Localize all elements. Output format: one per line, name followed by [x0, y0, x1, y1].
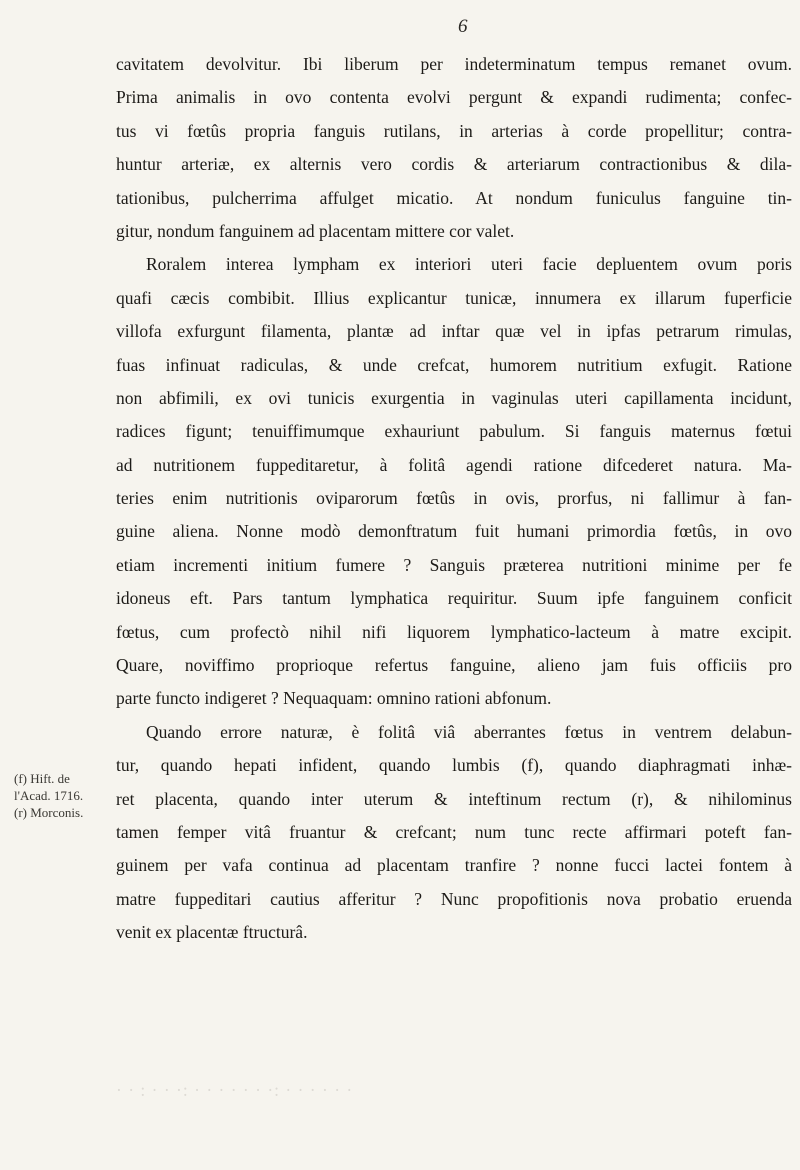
text-line: venit ex placentæ ftructurâ.: [116, 922, 308, 943]
text-line: ret placenta, quando inter uterum & inteftinum rectum (r), & nihilominus: [116, 788, 792, 809]
text-line: Quando errore naturæ, è folitâ viâ aberrantes fœtus in ventrem delabun-: [146, 721, 792, 742]
text-line: parte functo indigeret ? Nequaquam: omnino rationi abfonum.: [116, 688, 552, 709]
text-line: guinem per vafa continua ad placentam tranfire ? nonne fucci lactei fontem à: [116, 855, 792, 876]
text-line: tationibus, pulcherrima affulget micatio. At nondum funiculus fanguine tin-: [116, 187, 792, 208]
text-line: Roralem interea lympham ex interiori uteri facie depluentem ovum poris: [146, 254, 792, 275]
text-line: tus vi fœtûs propria fanguis rutilans, in arterias à corde propellitur; contra-: [116, 120, 792, 141]
text-line: fuas infinuat radiculas, & unde crefcat, humorem nutritium exfugit. Ratione: [116, 354, 792, 375]
bleed-through-text: · · : · · ·: · · · · · · ·: · · · · · ·: [116, 1080, 354, 1100]
margin-note: (f) Hift. de: [14, 771, 70, 786]
page-number: 6: [458, 16, 468, 37]
text-line: cavitatem devolvitur. Ibi liberum per indeterminatum tempus remanet ovum.: [116, 54, 792, 74]
text-line: tur, quando hepati infident, quando lumbis (f), quando diaphragmati inhæ-: [116, 755, 792, 776]
text-line: ad nutritionem fuppeditaretur, à folitâ agendi ratione difcederet natura. Ma-: [116, 454, 792, 475]
text-line: matre fuppeditari cautius afferitur ? Nunc propofitionis nova probatio eruenda: [116, 888, 792, 909]
margin-note: l'Acad. 1716.: [14, 788, 84, 803]
text-line: etiam incrementi initium fumere ? Sanguis præterea nutritioni minime per fe: [116, 554, 792, 575]
text-line: villofa exfurgunt filamenta, plantæ ad inftar quæ vel in ipfas petrarum rimulas,: [116, 321, 792, 342]
text-line: quafi cæcis combibit. Illius explicantur tunicæ, innumera ex illarum fuperficie: [116, 287, 792, 308]
text-line: non abfimili, ex ovi tunicis exurgentia in vaginulas uteri capillamenta incidunt,: [116, 387, 792, 408]
text-line: huntur arteriæ, ex alternis vero cordis & arteriarum contractionibus & dila-: [116, 154, 792, 175]
text-line: radices figunt; tenuiffimumque exhauriunt pabulum. Si fanguis maternus fœtui: [116, 421, 792, 442]
margin-notes: [14, 770, 114, 821]
text-line: idoneus eft. Pars tantum lymphatica requiritur. Suum ipfe fanguinem conficit: [116, 588, 792, 609]
text-line: gitur, nondum fanguinem ad placentam mittere cor valet.: [116, 220, 515, 241]
body-text: [116, 48, 792, 950]
text-line: fœtus, cum profectò nihil nifi liquorem lymphatico-lacteum à matre excipit.: [116, 621, 792, 642]
text-line: Quare, noviffimo proprioque refertus fanguine, alieno jam fuis officiis pro: [116, 655, 792, 676]
text-line: teries enim nutritionis oviparorum fœtûs in ovis, prorfus, ni fallimur à fan-: [116, 488, 792, 509]
margin-note: (r) Morconis.: [14, 805, 84, 820]
text-line: Prima animalis in ovo contenta evolvi pergunt & expandi rudimenta; confec-: [116, 87, 792, 108]
text-line: guine aliena. Nonne modò demonftratum fuit humani primordia fœtûs, in ovo: [116, 521, 792, 542]
text-line: tamen femper vitâ fruantur & crefcant; num tunc recte affirmari poteft fan-: [116, 821, 792, 842]
